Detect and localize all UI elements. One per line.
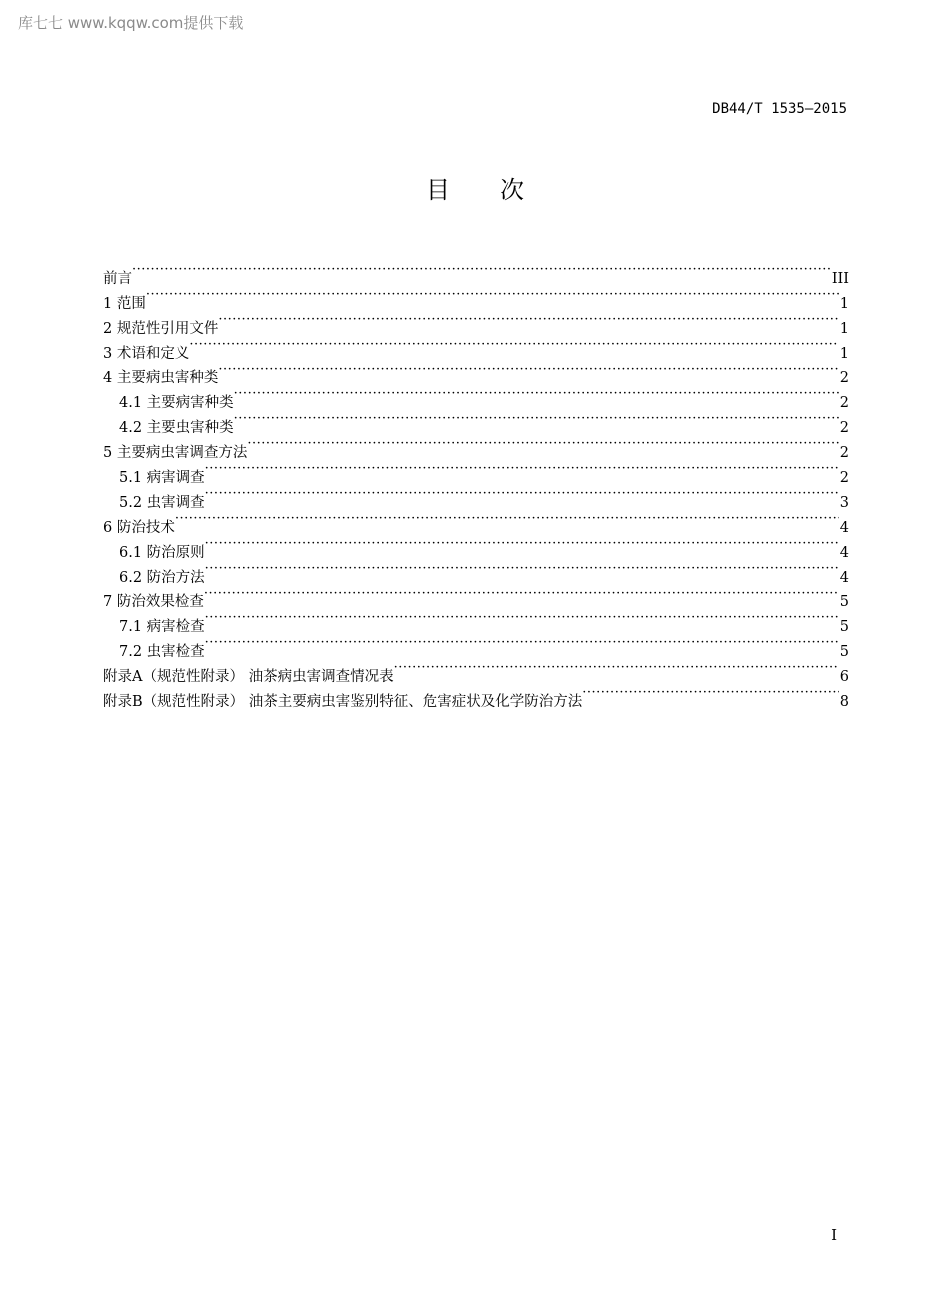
standard-code: DB44/T 1535—2015: [712, 101, 847, 117]
toc-entry[interactable]: [103, 308, 849, 337]
toc-leader-dots: [146, 283, 839, 308]
toc-leader-dots: [234, 382, 839, 407]
title-char-left: 目: [426, 176, 450, 204]
toc-entry-title: 附录B（规范性附录） 油茶主要病虫害鉴别特征、危害症状及化学防治方法: [103, 694, 583, 711]
toc-leader-dots: [205, 482, 839, 507]
toc-entry-page: 5: [839, 619, 849, 636]
toc-entry[interactable]: [103, 656, 849, 686]
toc-entry-title: 5.2 虫害调查: [119, 494, 205, 511]
toc-leader-dots: [582, 681, 839, 706]
toc-leader-dots: [189, 333, 838, 358]
watermark-text: 库七七 www.kqqw.com提供下载: [18, 14, 244, 32]
toc-entry[interactable]: [103, 457, 849, 487]
toc-entry-title: 2 规范性引用文件: [103, 320, 219, 337]
toc-leader-dots: [205, 631, 839, 656]
title-char-right: 次: [500, 176, 524, 204]
toc-entry[interactable]: [103, 631, 849, 661]
toc-entry-page: 4: [839, 544, 849, 561]
toc-entry[interactable]: [103, 358, 849, 387]
toc-entry-page: 4: [839, 519, 849, 536]
toc-entry-title: 6.2 防治方法: [119, 569, 205, 586]
toc-entry-title: 5.1 病害调查: [119, 470, 205, 487]
toc-entry[interactable]: [103, 606, 849, 636]
toc-entry-title: 7 防治效果检查: [103, 594, 204, 611]
toc-entry-title: 4 主要病虫害种类: [103, 370, 219, 387]
page-number: I: [831, 1226, 837, 1244]
toc-entry-title: 5 主要病虫害调查方法: [103, 445, 248, 462]
toc-leader-dots: [218, 308, 838, 333]
table-of-contents: [103, 258, 849, 711]
toc-entry[interactable]: [103, 507, 849, 536]
toc-leader-dots: [205, 457, 839, 482]
toc-leader-dots: [204, 582, 839, 607]
toc-leader-dots: [205, 557, 839, 582]
toc-leader-dots: [218, 358, 838, 383]
page-title: [0, 170, 950, 205]
toc-entry-page: 1: [839, 320, 849, 337]
toc-leader-dots: [247, 432, 838, 457]
toc-entry-page: 5: [839, 644, 849, 661]
toc-entry-page: 2: [839, 370, 849, 387]
toc-entry[interactable]: [103, 258, 849, 287]
toc-entry[interactable]: [103, 283, 849, 312]
toc-entry-page: 2: [839, 420, 849, 437]
toc-leader-dots: [132, 258, 831, 283]
toc-entry-page: 2: [839, 445, 849, 462]
toc-entry-title: 3 术语和定义: [103, 345, 190, 362]
toc-entry-page: 2: [839, 470, 849, 487]
toc-entry-page: 3: [839, 494, 849, 511]
toc-leader-dots: [205, 606, 839, 631]
toc-entry[interactable]: [103, 582, 849, 611]
toc-entry-page: 8: [839, 694, 849, 711]
toc-entry-page: 6: [839, 669, 849, 686]
toc-leader-dots: [234, 407, 839, 432]
toc-leader-dots: [205, 532, 839, 557]
toc-entry[interactable]: [103, 333, 849, 362]
toc-entry-title: 4.1 主要病害种类: [119, 395, 234, 412]
toc-leader-dots: [175, 507, 839, 532]
toc-entry-title: 6 防治技术: [103, 519, 175, 536]
toc-entry-title: 1 范围: [103, 295, 146, 312]
toc-entry[interactable]: [103, 532, 849, 561]
toc-entry-title: 7.2 虫害检查: [119, 644, 205, 661]
toc-entry-title: 附录A（规范性附录） 油茶病虫害调查情况表: [103, 669, 394, 686]
toc-entry[interactable]: [103, 482, 849, 511]
toc-entry-page: 1: [839, 345, 849, 362]
toc-entry-title: 6.1 防治原则: [119, 544, 205, 561]
toc-entry-page: 1: [839, 295, 849, 312]
toc-entry-title: 前言: [103, 270, 132, 287]
toc-entry-page: 2: [839, 395, 849, 412]
toc-entry-page: 5: [839, 594, 849, 611]
toc-entry-title: 7.1 病害检查: [119, 619, 205, 636]
toc-entry[interactable]: [103, 557, 849, 586]
toc-entry-page: III: [831, 270, 849, 287]
toc-leader-dots: [394, 656, 839, 681]
toc-entry-title: 4.2 主要虫害种类: [119, 420, 234, 437]
toc-entry-page: 4: [839, 569, 849, 586]
